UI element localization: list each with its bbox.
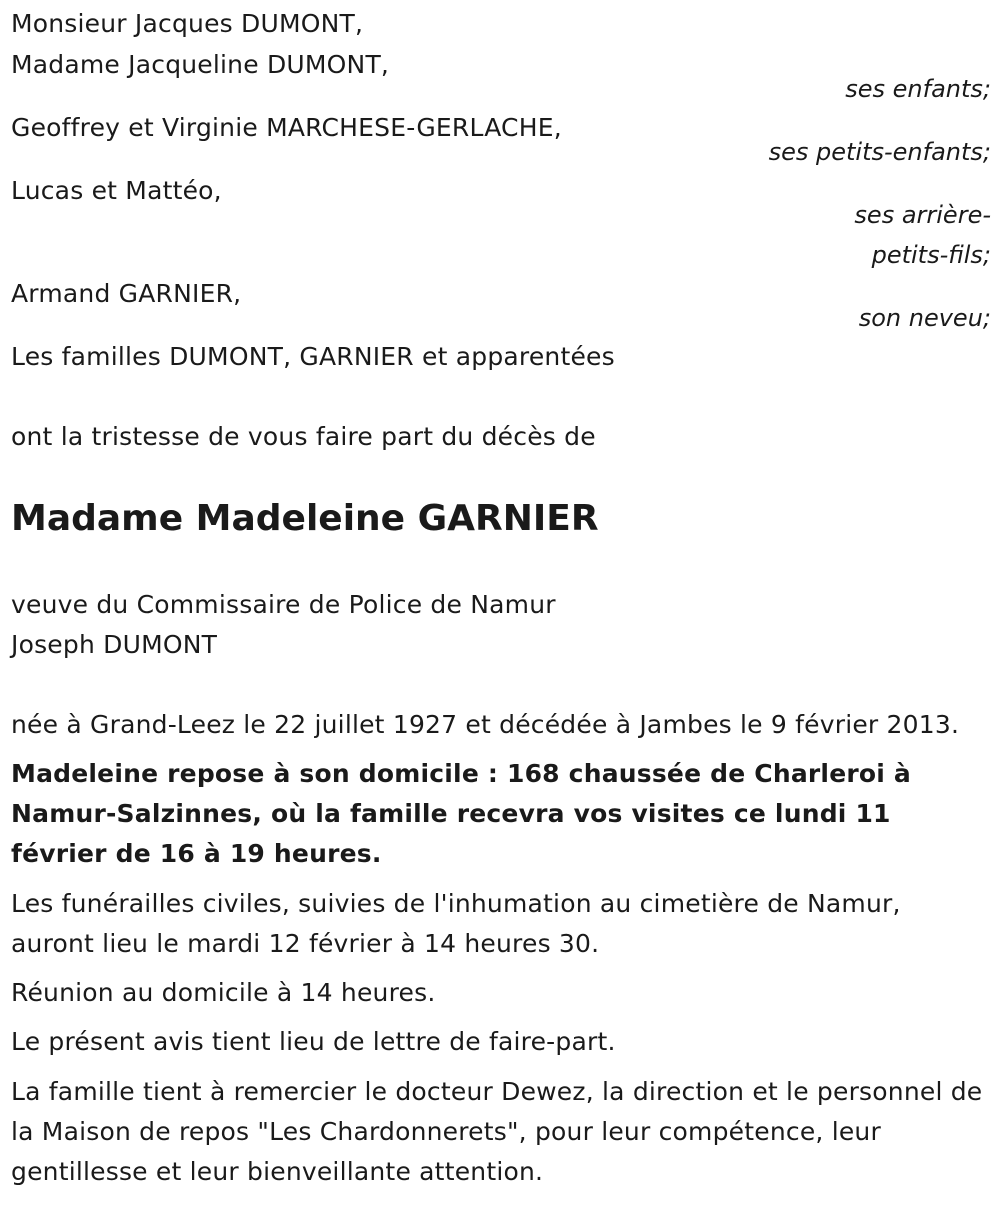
- thanks-paragraph: La famille tient à remercier le docteur Dewez, la direction et le personnel de la Maison de repos "Les Chardonnerets", pour leur compétence, leur gentillesse et leur bienveillante attention.: [11, 1077, 983, 1186]
- meeting-paragraph: Réunion au domicile à 14 heures.: [11, 978, 436, 1007]
- great-grandchildren-role-line2: petits-fils;: [871, 241, 991, 269]
- announcement-line: ont la tristesse de vous faire part du décès de: [11, 422, 596, 451]
- birth-death-line: née à Grand-Leez le 22 juillet 1927 et décédée à Jambes le 9 février 2013.: [11, 710, 960, 739]
- grandchildren-role: ses petits-enfants;: [768, 138, 991, 166]
- funeral-paragraph: Les funérailles civiles, suivies de l'inhumation au cimetière de Namur, auront lieu le mardi 12 février à 14 heures 30.: [11, 889, 901, 958]
- child-name-2: Madame Jacqueline DUMONT,: [11, 50, 390, 79]
- widow-line-2: Joseph DUMONT: [11, 630, 218, 659]
- widow-line-1: veuve du Commissaire de Police de Namur: [11, 590, 556, 619]
- deceased-name: Madame Madeleine GARNIER: [11, 498, 599, 539]
- great-grandchildren-role-line1: ses arrière-: [854, 201, 991, 229]
- great-grandchildren-names: Lucas et Mattéo,: [11, 176, 222, 205]
- child-name-1: Monsieur Jacques DUMONT,: [11, 9, 364, 38]
- grandchildren-names: Geoffrey et Virginie MARCHESE-GERLACHE,: [11, 113, 562, 142]
- children-role: ses enfants;: [845, 75, 991, 103]
- notice-paragraph: Le présent avis tient lieu de lettre de faire-part.: [11, 1027, 616, 1056]
- visitation-paragraph: Madeleine repose à son domicile : 168 chaussée de Charleroi à Namur-Salzinnes, où la famille recevra vos visites ce lundi 11 février de 16 à 19 heures.: [11, 759, 912, 868]
- nephew-name: Armand GARNIER,: [11, 279, 242, 308]
- families-line: Les familles DUMONT, GARNIER et apparentées: [11, 342, 615, 371]
- nephew-role: son neveu;: [858, 304, 991, 332]
